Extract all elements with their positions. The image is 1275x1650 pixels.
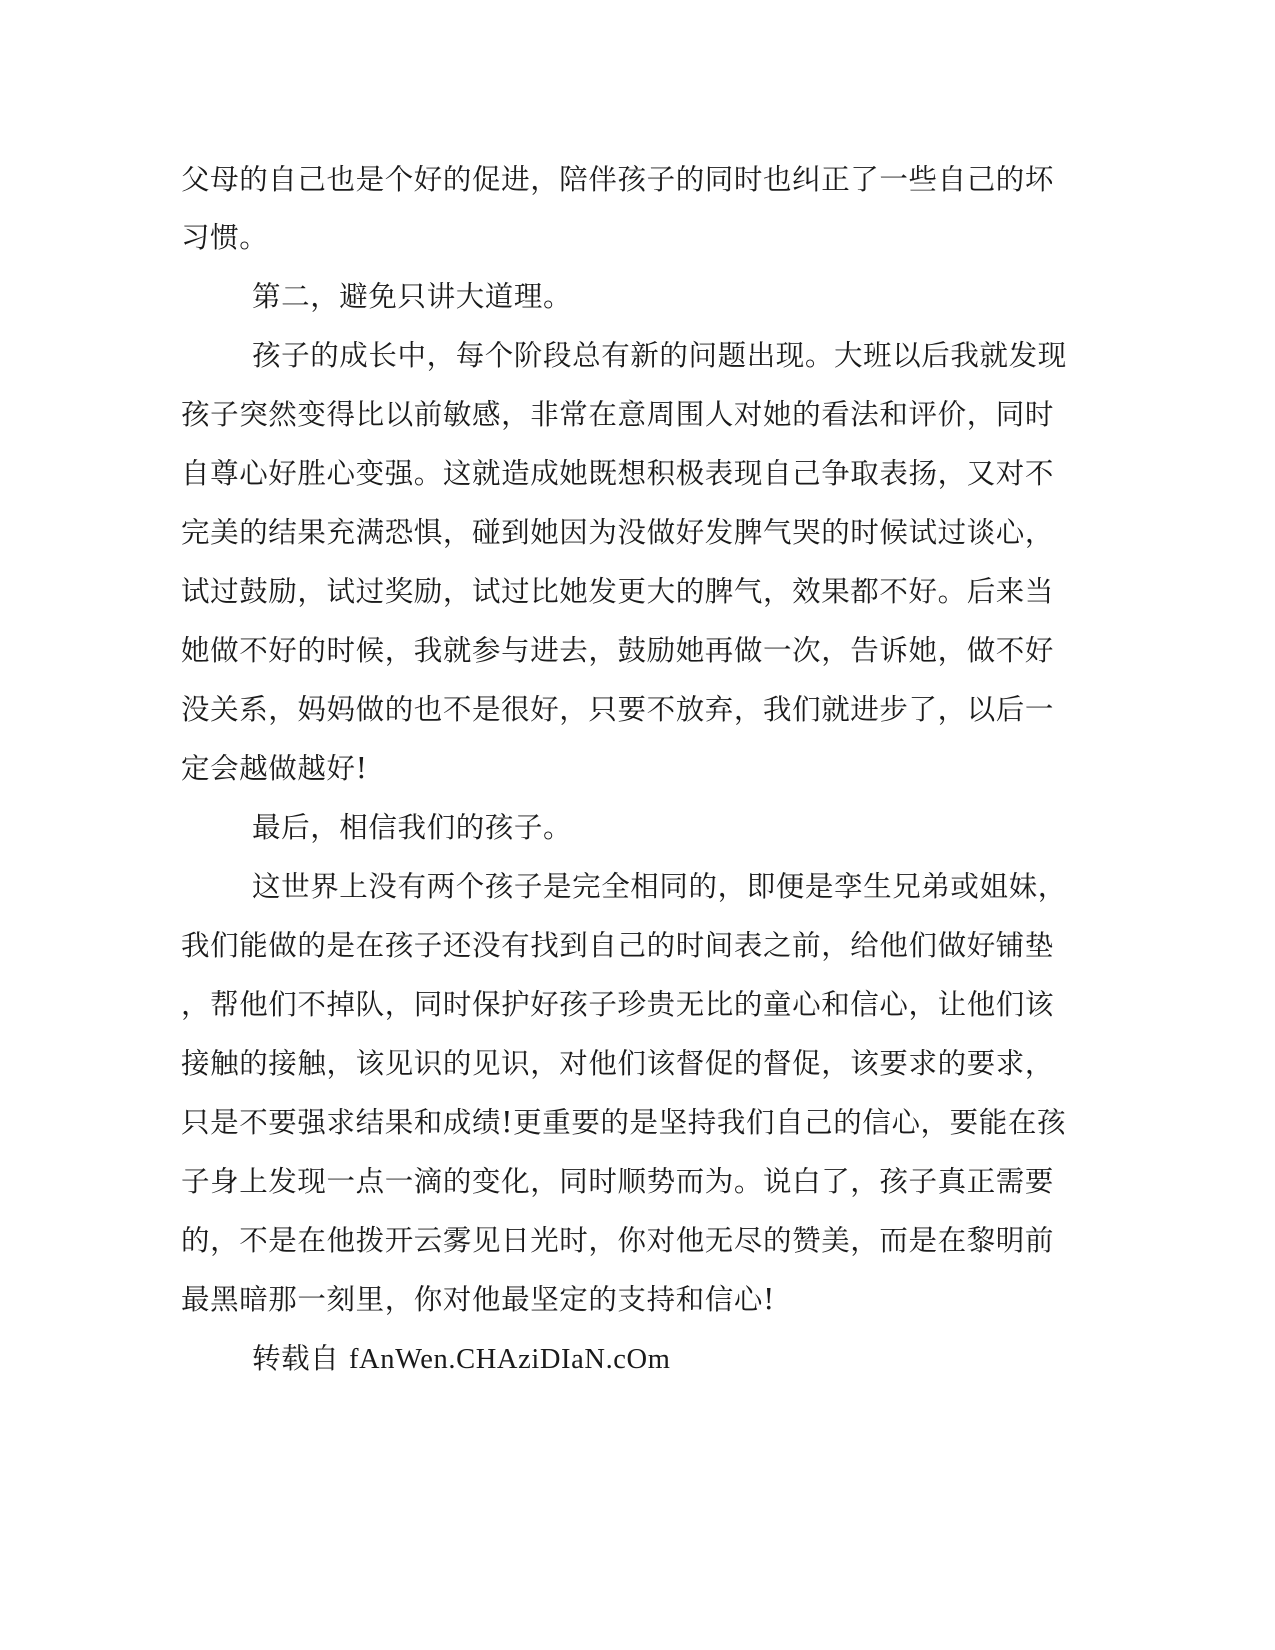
- paragraph-line: 完美的结果充满恐惧，碰到她因为没做好发脾气哭的时候试过谈心，: [181, 516, 1055, 549]
- paragraph-line: 父母的自己也是个好的促进，陪伴孩子的同时也纠正了一些自己的坏: [181, 163, 1055, 196]
- source-url: fAnWen.CHAziDIaN.cOm: [348, 1344, 671, 1375]
- paragraph-line: 子身上发现一点一滴的变化，同时顺势而为。说白了，孩子真正需要: [181, 1165, 1055, 1198]
- paragraph-line: 自尊心好胜心变强。这就造成她既想积极表现自己争取表扬，又对不: [181, 457, 1055, 490]
- paragraph-line: 孩子突然变得比以前敏感，非常在意周围人对她的看法和评价，同时: [181, 398, 1055, 431]
- paragraph-line: 孩子的成长中，每个阶段总有新的问题出现。大班以后我就发现: [252, 339, 1067, 372]
- paragraph-line: 她做不好的时候，我就参与进去，鼓励她再做一次，告诉她，做不好: [181, 634, 1055, 667]
- paragraph-line: 接触的接触，该见识的见识，对他们该督促的督促，该要求的要求，: [181, 1047, 1055, 1080]
- source-line: [252, 1339, 671, 1380]
- paragraph-line: 只是不要强求结果和成绩!更重要的是坚持我们自己的信心，要能在孩: [181, 1106, 1067, 1139]
- source-prefix: 转载自: [252, 1342, 349, 1375]
- paragraph-line: 我们能做的是在孩子还没有找到自己的时间表之前，给他们做好铺垫: [181, 929, 1055, 962]
- paragraph-line: 没关系，妈妈做的也不是很好，只要不放弃，我们就进步了，以后一: [181, 693, 1055, 726]
- paragraph-line: 这世界上没有两个孩子是完全相同的，即便是孪生兄弟或姐妹，: [252, 870, 1067, 903]
- section-heading: 第二，避免只讲大道理。: [252, 280, 573, 313]
- paragraph-line: 习惯。: [181, 221, 269, 254]
- paragraph-line: 的，不是在他拨开云雾见日光时，你对他无尽的赞美，而是在黎明前: [181, 1224, 1055, 1257]
- paragraph-line: 试过鼓励，试过奖励，试过比她发更大的脾气，效果都不好。后来当: [181, 575, 1055, 608]
- paragraph-line: 最黑暗那一刻里，你对他最坚定的支持和信心!: [181, 1283, 776, 1316]
- paragraph-line: ，帮他们不掉队，同时保护好孩子珍贵无比的童心和信心，让他们该: [181, 988, 1055, 1021]
- section-heading: 最后，相信我们的孩子。: [252, 811, 573, 844]
- paragraph-line: 定会越做越好!: [181, 752, 368, 785]
